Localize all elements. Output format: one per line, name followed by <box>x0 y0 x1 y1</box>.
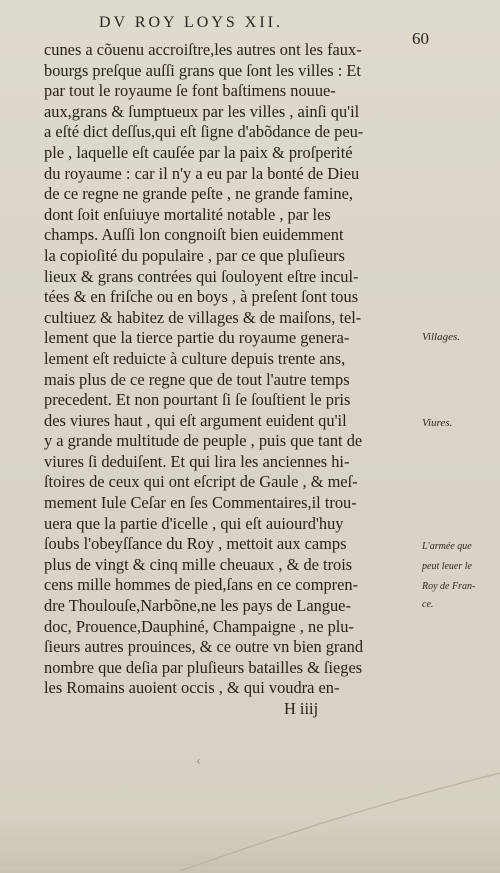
margin-note-armee-line-2: peut leuer le <box>422 561 472 572</box>
text-line: lement eſt reduicte à culture depuis trente ans, <box>44 348 346 368</box>
text-line: mais plus de ce regne que de tout l'autre temps <box>44 369 350 389</box>
ink-mark: ‹ <box>196 754 201 768</box>
text-line: les Romains auoient occis , & qui voudra en- <box>44 678 340 698</box>
text-line: lement que la tierce partie du royaume genera- <box>44 328 350 348</box>
text-line: aux,grans & ſumptueux par les villes , ainſi qu'il <box>44 101 360 121</box>
margin-notes <box>422 0 500 873</box>
text-line: champs. Auſſi lon congnoiſt bien euidemment <box>44 225 344 245</box>
text-line: lieux & grans contrées qui ſouloyent eſtre incul- <box>44 266 359 286</box>
text-line: ple , laquelle eſt cauſée par la paix & proſperité <box>44 142 353 162</box>
text-line: plus de vingt & cinq mille cheuaux , & de trois <box>44 554 353 574</box>
margin-note-armee-line-1: L'armée que <box>422 541 472 552</box>
text-line: doc, Prouence,Dauphiné, Champaigne , ne plu- <box>44 616 354 636</box>
margin-note-villages: Villages. <box>422 331 460 343</box>
margin-note-viures: Viures. <box>422 417 453 429</box>
text-line: ſtoires de ceux qui ont eſcript de Gaule , & meſ- <box>44 472 358 492</box>
text-line: dont ſoit enſuiuye mortalité notable , par les <box>44 204 331 224</box>
text-line: mement Iule Ceſar en ſes Commentaires,il trou- <box>44 493 357 513</box>
text-line: y a grande multitude de peuple , puis que tant de <box>44 431 363 451</box>
page-number: 60 <box>412 29 429 48</box>
text-line: ſieurs autres prouinces, & ce outre vn bien grand <box>44 637 364 657</box>
text-line: a eſté dict deſſus,qui eſt ſigne d'abõdance de peu- <box>44 122 364 142</box>
text-line: tées & en friſche ou en boys , à preſent ſont tous <box>44 287 359 307</box>
body-text <box>44 40 424 720</box>
signature-mark: H iiij <box>284 699 319 718</box>
text-line: ſoubs l'obeyſſance du Roy , mettoit aux camps <box>44 534 347 554</box>
text-line: des viures haut , qui eſt argument euident qu'il <box>44 410 347 430</box>
text-line: uera que la partie d'icelle , qui eſt auiourd'huy <box>44 513 344 533</box>
margin-note-armee-line-4: ce. <box>422 599 434 610</box>
text-line: la copioſité du populaire , par ce que pluſieurs <box>44 245 345 265</box>
text-line: par tout le royaume ſe font baſtimens nouue- <box>44 81 336 101</box>
text-line: bourgs preſque auſſi grans que ſont les villes : Et <box>44 60 361 80</box>
text-line: cultiuez & habitez de villages & de maiſons, tel- <box>44 307 362 327</box>
text-line: dre Thoulouſe,Narbõne,ne les pays de Langue- <box>44 596 351 616</box>
text-line: viures ſi deduiſent. Et qui lira les anciennes hi- <box>44 451 350 471</box>
text-line: nombre que deſia par pluſieurs batailles & ſieges <box>44 657 363 677</box>
text-line: cunes a cõuenu accroiſtre,les autres ont les faux- <box>44 40 362 59</box>
text-line: de ce regne ne grande peſte , ne grande famine, <box>44 184 353 204</box>
text-line: precedent. Et non pourtant ſi ſe ſouſtient le pris <box>44 390 351 410</box>
text-line: cens mille hommes de pied,ſans en ce compren- <box>44 575 359 595</box>
margin-note-armee-line-3: Roy de Fran- <box>422 581 476 592</box>
text-line: du royaume : car il n'y a eu par la bonté de Dieu <box>44 163 360 183</box>
running-head: DV ROY LOYS XII. <box>99 14 283 31</box>
